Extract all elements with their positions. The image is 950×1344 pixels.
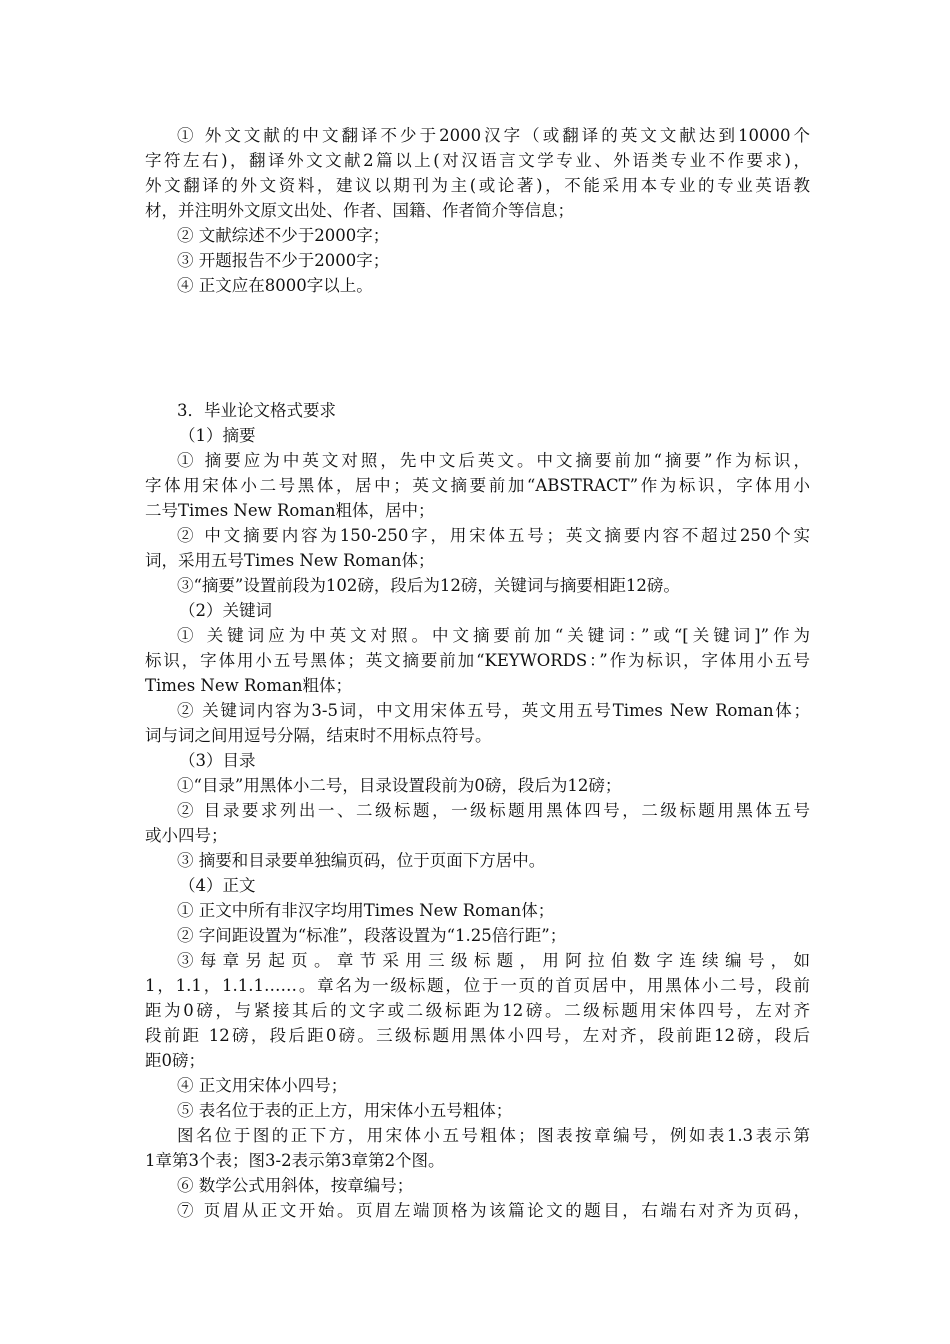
paragraph-line: 图名位于图的正下方，用宋体小五号粗体；图表按章编号，例如表1.3表示第 (177, 1126, 810, 1145)
paragraph-line: ② 字间距设置为“标准”，段落设置为“1.25倍行距”； (177, 926, 567, 945)
paragraph-line: ① 正文中所有非汉字均用Times New Roman体； (177, 901, 555, 920)
paragraph-line: ③ 摘要和目录要单独编页码，位于页面下方居中。 (177, 851, 546, 870)
subheading-toc: （3）目录 (179, 751, 256, 770)
paragraph-line: 字体用宋体小二号黑体，居中；英文摘要前加“ABSTRACT”作为标识，字体用小 (145, 476, 810, 495)
paragraph-line: ③ 每 章 另 起 页 。 章 节 采 用 三 级 标 题 ， 用 阿 拉 伯 数 字 连 续 编 号 ， 如 (177, 951, 810, 970)
paragraph-line: 二号Times New Roman粗体，居中； (145, 501, 435, 520)
paragraph-line: 或小四号； (145, 826, 228, 845)
paragraph-line: 段前距 12磅，段后距0磅。三级标题用黑体小四号，左对齐，段前距12磅，段后 (145, 1026, 810, 1045)
paragraph-line: 标识，字体用小五号黑体；英文摘要前加“KEYWORDS：”作为标识，字体用小五号 (145, 651, 810, 670)
requirement-line: ② 文献综述不少于2000字； (177, 226, 390, 245)
requirement-line: 字符左右)，翻译外文文献2篇以上(对汉语言文学专业、外语类专业不作要求)， (145, 151, 810, 170)
paragraph-line: ⑥ 数学公式用斜体，按章编号； (177, 1176, 414, 1195)
paragraph-line: 1，1.1，1.1.1……。章名为一级标题，位于一页的首页居中，用黑体小二号，段前 (145, 976, 810, 995)
paragraph-line: ④ 正文用宋体小四号； (177, 1076, 348, 1095)
subheading-abstract: （1）摘要 (179, 426, 256, 445)
requirement-line: 外文翻译的外文资料，建议以期刊为主(或论著)，不能采用本专业的专业英语教 (145, 176, 810, 195)
paragraph-line: ③“摘要”设置前段为102磅，段后为12磅，关键词与摘要相距12磅。 (177, 576, 680, 595)
paragraph-line: ① 摘要应为中英文对照，先中文后英文。中文摘要前加“摘要”作为标识， (177, 451, 810, 470)
requirement-line: 材，并注明外文原文出处、作者、国籍、作者简介等信息； (145, 201, 574, 220)
paragraph-line: ② 关键词内容为3-5词，中文用宋体五号，英文用五号Times New Roman体； (177, 701, 810, 720)
section-heading: 3．毕业论文格式要求 (177, 401, 336, 420)
paragraph-line: Times New Roman粗体； (145, 676, 352, 695)
paragraph-line: 距为0磅，与紧接其后的文字或二级标距为12磅。二级标题用宋体四号，左对齐 (145, 1001, 810, 1020)
paragraph-line: ① 关键词应为中英文对照。中文摘要前加“关键词：”或“[关键词]”作为 (177, 626, 810, 645)
subheading-body: （4）正文 (179, 876, 256, 895)
subheading-keywords: （2）关键词 (179, 601, 272, 620)
requirement-line: ① 外文文献的中文翻译不少于2000汉字（或翻译的英文文献达到10000个 (177, 126, 810, 145)
paragraph-line: ①“目录”用黑体小二号，目录设置段前为0磅，段后为12磅； (177, 776, 622, 795)
paragraph-line: ② 目录要求列出一、二级标题，一级标题用黑体四号，二级标题用黑体五号 (177, 801, 810, 820)
requirement-line: ③ 开题报告不少于2000字； (177, 251, 390, 270)
requirements-section (145, 123, 810, 298)
paragraph-line: 词，采用五号Times New Roman体； (145, 551, 435, 570)
format-section (145, 398, 810, 1223)
requirement-line: ④ 正文应在8000字以上。 (177, 276, 373, 295)
paragraph-line: ⑤ 表名位于表的正上方，用宋体小五号粗体； (177, 1101, 513, 1120)
paragraph-line: 词与词之间用逗号分隔，结束时不用标点符号。 (145, 726, 492, 745)
paragraph-line: ② 中文摘要内容为150-250字，用宋体五号；英文摘要内容不超过250个实 (177, 526, 810, 545)
paragraph-line: ⑦ 页眉从正文开始。页眉左端顶格为该篇论文的题目，右端右对齐为页码， (177, 1201, 810, 1220)
paragraph-line: 1章第3个表；图3-2表示第3章第2个图。 (145, 1151, 445, 1170)
paragraph-line: 距0磅； (145, 1051, 205, 1070)
